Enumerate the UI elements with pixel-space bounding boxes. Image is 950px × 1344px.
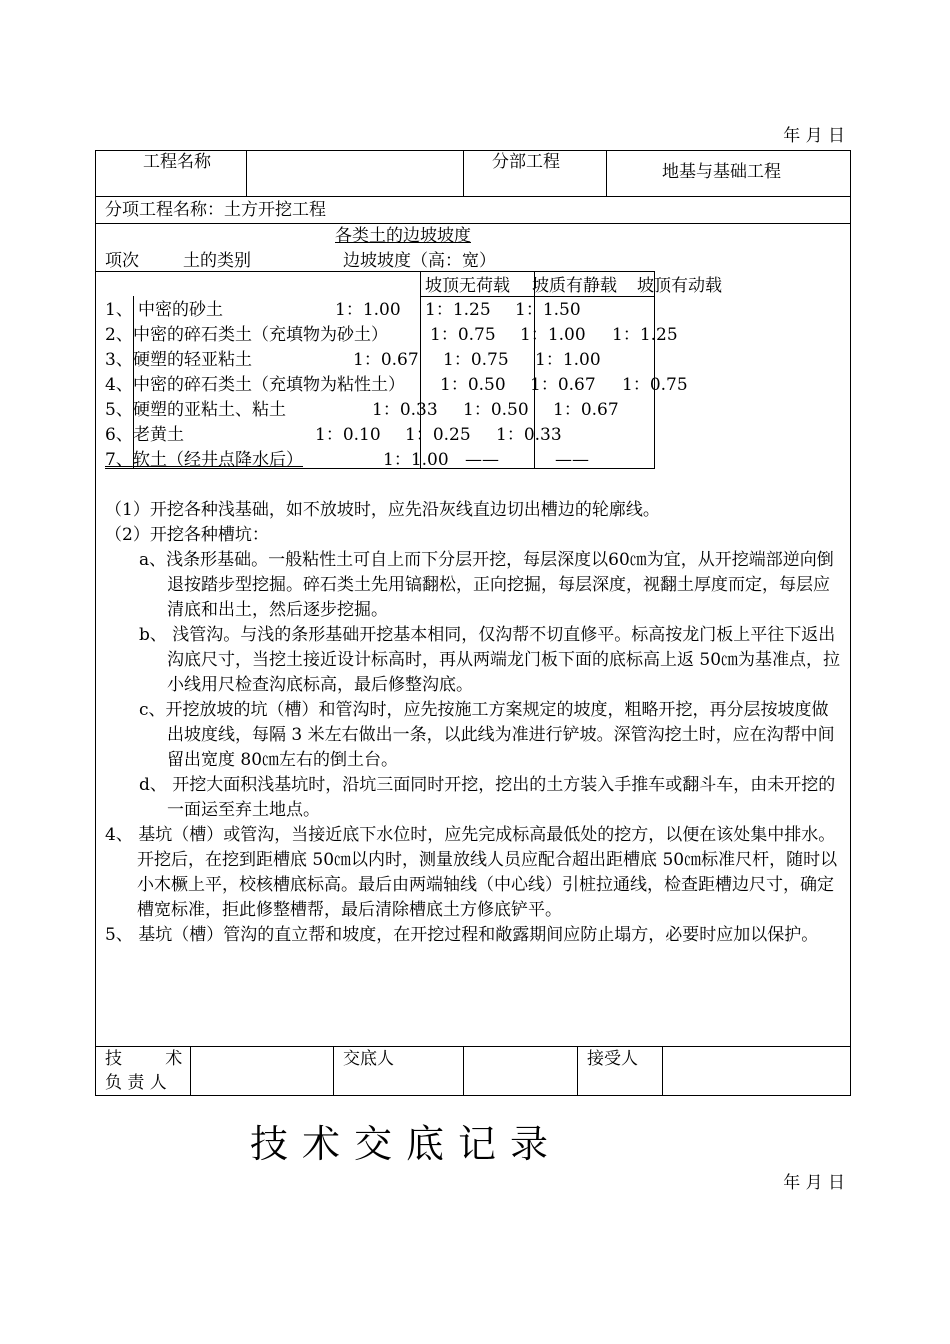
date-top: 年 月 日 <box>783 126 845 146</box>
frame-right <box>850 150 851 1096</box>
col-item: 项次 <box>105 251 139 271</box>
divider <box>95 223 851 224</box>
col-slope: 边坡坡度（高：宽） <box>343 251 496 271</box>
slope-table-title: 各类土的边坡坡度 <box>335 226 471 246</box>
row-v2: 1：1.25 <box>425 300 491 320</box>
paragraph-1: （1）开挖各种浅基础，如不放坡时，应先沿灰线直边切出槽边的轮廓线。 <box>105 500 660 520</box>
row-soil: 老黄土 <box>133 425 184 445</box>
paragraph-2: （2）开挖各种槽坑： <box>105 525 269 545</box>
row-no: 3、 <box>105 350 133 370</box>
row-v2: 1：0.67 <box>530 375 596 395</box>
row-no: 5、 <box>105 400 133 420</box>
divider <box>420 296 655 297</box>
row-no: 7、 <box>105 450 133 470</box>
row-v3: 1：1.50 <box>515 300 581 320</box>
item-name: 分项工程名称：土方开挖工程 <box>105 200 326 220</box>
row-v3: 1：1.00 <box>535 350 601 370</box>
row-soil: 中密的碎石类土（充填物为砂土） <box>133 325 388 345</box>
divider <box>333 1046 334 1096</box>
document-title: 技术交底记录 <box>250 1122 563 1166</box>
row-v2: 1：1.00 <box>520 325 586 345</box>
receiver-label: 接受人 <box>587 1049 638 1069</box>
paragraph-a: a、浅条形基础。一般粘性土可自上而下分层开挖，每层深度以60㎝为宜，从开挖端部逆向倒退按踏步型挖掘。碎石类土先用镐翻松，正向挖掘，每层深度，视翻土厚度而定，每层应清底和出土，然后逐步挖掘。 <box>139 550 834 620</box>
sub-col-1: 坡顶无荷载 <box>425 276 510 296</box>
row-v1: 1：0.10 <box>315 425 381 445</box>
row-v2: 1：0.50 <box>463 400 529 420</box>
row-v1: 1：0.75 <box>430 325 496 345</box>
row-v3: —— <box>555 450 589 470</box>
paragraph-4: 4、 基坑（槽）或管沟，当接近底下水位时，应先完成标高最低处的挖方，以便在该处集中排水。开挖后，在挖到距槽底 50㎝以内时，测量放线人员应配合超出距槽底 50㎝标准尺杆，随时以小木橛上平，校核槽底标高。最后由两端轴线（中心线）引桩拉通线，检查距槽边尺寸，确定槽宽标准，拒此修整槽帮，最后清除槽底土方修底铲平。 <box>105 825 838 920</box>
divider <box>95 196 851 197</box>
divider <box>246 150 247 196</box>
sub-project-label: 分部工程 <box>492 152 560 172</box>
row-v1: 1：0.50 <box>440 375 506 395</box>
row-soil: 中密的砂土 <box>138 300 223 320</box>
sub-project-value: 地基与基础工程 <box>662 162 781 182</box>
row-v2: 1：0.25 <box>405 425 471 445</box>
row-v3: 1：0.75 <box>622 375 688 395</box>
sub-col-2: 坡质有静载 <box>532 276 617 296</box>
row-v2: 1：0.75 <box>443 350 509 370</box>
row-no: 1、 <box>105 300 133 320</box>
tech-label-line1: 技 术 <box>105 1049 183 1069</box>
row-v3: 1：0.33 <box>496 425 562 445</box>
paragraph-b: b、 浅管沟。与浅的条形基础开挖基本相同，仅沟帮不切直修平。标高按龙门板上平往下返出沟底尺寸，当挖土接近设计标高时，再从两端龙门板下面的底标高上返 50㎝为基准点，拉小线用尺检查沟底标高，最后修整沟底。 <box>139 625 841 695</box>
divider <box>463 150 464 196</box>
divider <box>95 1046 851 1047</box>
row-soil: 硬塑的亚粘土、粘土 <box>133 400 286 420</box>
divider <box>95 271 655 272</box>
row-no: 2、 <box>105 325 133 345</box>
divider <box>190 1046 191 1096</box>
sub-col-3: 坡顶有动载 <box>637 276 722 296</box>
row-v1: 1：0.67 <box>353 350 419 370</box>
frame-bottom <box>95 1095 851 1096</box>
divider <box>606 150 607 196</box>
row-v1: 1：1.00 <box>335 300 401 320</box>
row-no: 6、 <box>105 425 133 445</box>
paragraph-c: c、开挖放坡的坑（槽）和管沟时，应先按施工方案规定的坡度，粗略开挖，再分层按坡度做出坡度线，每隔 3 米左右做出一条，以此线为准进行铲坡。深管沟挖土时，应在沟帮中间留出宽度 80㎝左右的倒土台。 <box>139 700 835 770</box>
paragraph-5: 5、 基坑（槽）管沟的直立帮和坡度，在开挖过程和敞露期间应防止塌方，必要时应加以保护。 <box>105 925 819 945</box>
row-v1: 1：1.00 <box>383 450 449 470</box>
frame-left <box>95 150 96 1096</box>
date-bottom: 年 月 日 <box>783 1173 845 1193</box>
col-soil: 土的类别 <box>183 251 251 271</box>
body-text <box>105 498 845 948</box>
row-soil: 硬塑的轻亚粘土 <box>133 350 252 370</box>
paragraph-d: d、 开挖大面积浅基坑时，沿坑三面同时开挖，挖出的土方装入手推车或翻斗车，由未开挖的一面运至弃土地点。 <box>139 775 836 820</box>
row-soil: 软土（经井点降水后） <box>133 450 303 470</box>
divider <box>654 271 655 469</box>
tech-label-line2: 负 责 人 <box>105 1073 167 1093</box>
divider <box>463 1046 464 1096</box>
divider <box>662 1046 663 1096</box>
row-v2: —— <box>465 450 499 470</box>
divider <box>577 1046 578 1096</box>
row-no: 4、 <box>105 375 133 395</box>
giver-label: 交底人 <box>343 1049 394 1069</box>
row-v3: 1：1.25 <box>612 325 678 345</box>
frame-top <box>95 150 851 151</box>
row-v3: 1：0.67 <box>553 400 619 420</box>
row-v1: 1：0.33 <box>372 400 438 420</box>
project-name-label: 工程名称 <box>143 152 211 172</box>
row-soil: 中密的碎石类土（充填物为粘性土） <box>133 375 405 395</box>
